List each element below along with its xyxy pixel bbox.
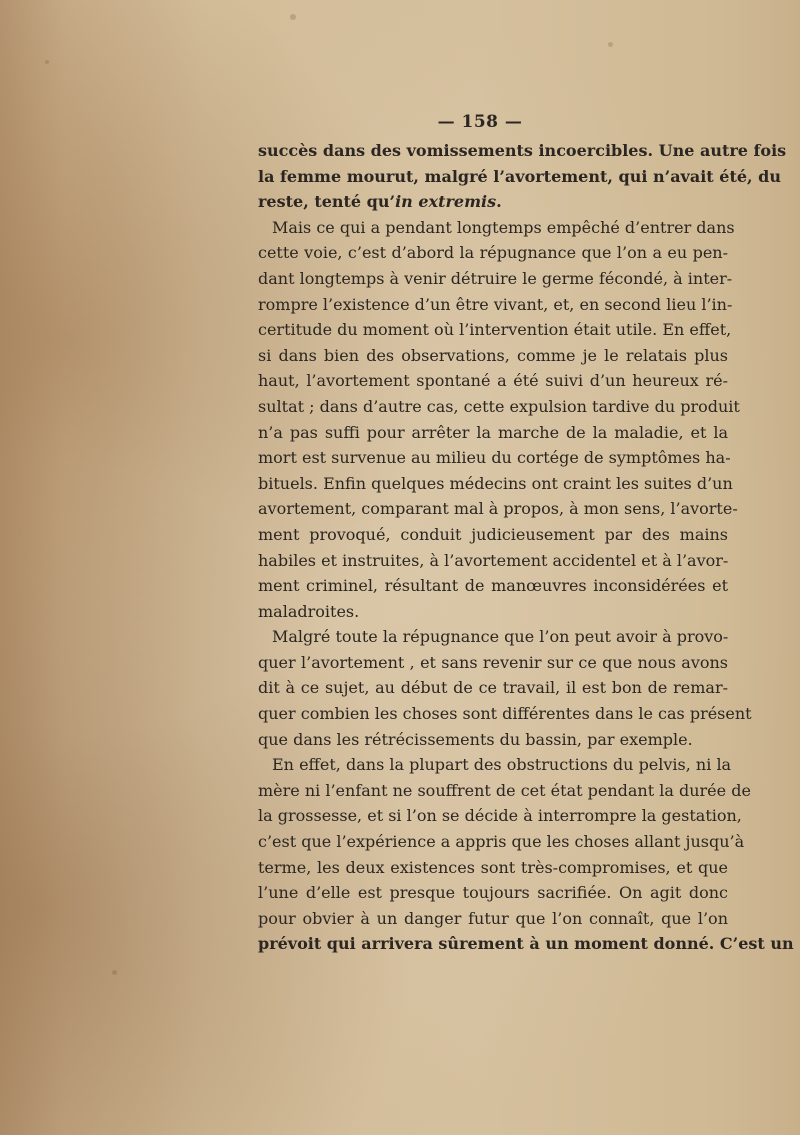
text-line: En effet, dans la plupart des obstructions du pelvis, ni la <box>272 755 732 775</box>
text-fragment: . <box>496 192 502 212</box>
text-line: prévoit qui arrivera sûrement à un moment donné. C’est un <box>258 934 794 954</box>
paper-stain <box>608 42 613 47</box>
text-line: ment criminel, résultant de manœuvres inconsidérées et <box>258 576 728 596</box>
text-line: sultat ; dans d’autre cas, cette expulsion tardive du produit <box>258 396 740 416</box>
text-line: dant longtemps à venir détruire le germe fécondé, à inter- <box>258 268 733 288</box>
paper-stain <box>112 970 117 975</box>
text-line: l’une d’elle est presque toujours sacrifiée. On agit donc <box>258 883 728 903</box>
text-line: quer combien les choses sont différentes dans le cas présent <box>258 704 752 724</box>
text-line: terme, les deux existences sont très-compromises, et que <box>258 857 728 877</box>
body-text <box>258 138 794 957</box>
text-line <box>258 189 728 215</box>
text-line: cette voie, c’est d’abord la répugnance que l’on a eu pen- <box>258 243 728 263</box>
text-line: habiles et instruites, à l’avortement accidentel et à l’avor- <box>258 550 729 570</box>
text-line: succès dans des vomissements incoercibles. Une autre fois <box>258 141 787 160</box>
text-line: quer l’avortement , et sans revenir sur ce que nous avons <box>258 652 728 672</box>
text-line: bituels. Enfin quelques médecins ont craint les suites d’un <box>258 473 733 493</box>
italic-phrase: in extremis <box>395 192 497 212</box>
text-line: avortement, comparant mal à propos, à mon sens, l’avorte- <box>258 499 738 519</box>
text-line: si dans bien des observations, comme je le relatais plus <box>258 345 728 365</box>
text-line: rompre l’existence d’un être vivant, et, en second lieu l’in- <box>258 294 733 314</box>
text-line: n’a pas suffi pour arrêter la marche de la maladie, et la <box>258 422 728 442</box>
text-line: certitude du moment où l’intervention était utile. En effet, <box>258 320 732 340</box>
text-line: la femme mourut, malgré l’avortement, qui n’avait été, du <box>258 166 781 186</box>
text-line: dit à ce sujet, au début de ce travail, il est bon de remar- <box>258 678 728 698</box>
text-line: la grossesse, et si l’on se décide à interrompre la gestation, <box>258 806 742 826</box>
text-line: mère ni l’enfant ne souffrent de cet état pendant la durée de <box>258 780 751 800</box>
text-fragment: reste, tenté qu’ <box>258 192 396 212</box>
paper-stain <box>45 60 49 64</box>
text-line: maladroites. <box>258 601 360 621</box>
paper-stain <box>290 14 296 20</box>
text-line: c’est que l’expérience a appris que les choses allant jusqu’à <box>258 832 745 852</box>
text-line: ment provoqué, conduit judicieusement par des mains <box>258 524 728 544</box>
text-line: haut, l’avortement spontané a été suivi d’un heureux ré- <box>258 371 728 391</box>
text-line: que dans les rétrécissements du bassin, par exemple. <box>258 729 693 749</box>
page-number: — 158 — <box>437 112 523 132</box>
text-line: mort est survenue au milieu du cortége de symptômes ha- <box>258 448 731 468</box>
text-line: Malgré toute la répugnance que l’on peut avoir à provo- <box>272 627 729 647</box>
text-line: Mais ce qui a pendant longtemps empêché d’entrer dans <box>272 217 735 237</box>
text-line: pour obvier à un danger futur que l’on connaît, que l’on <box>258 908 728 928</box>
